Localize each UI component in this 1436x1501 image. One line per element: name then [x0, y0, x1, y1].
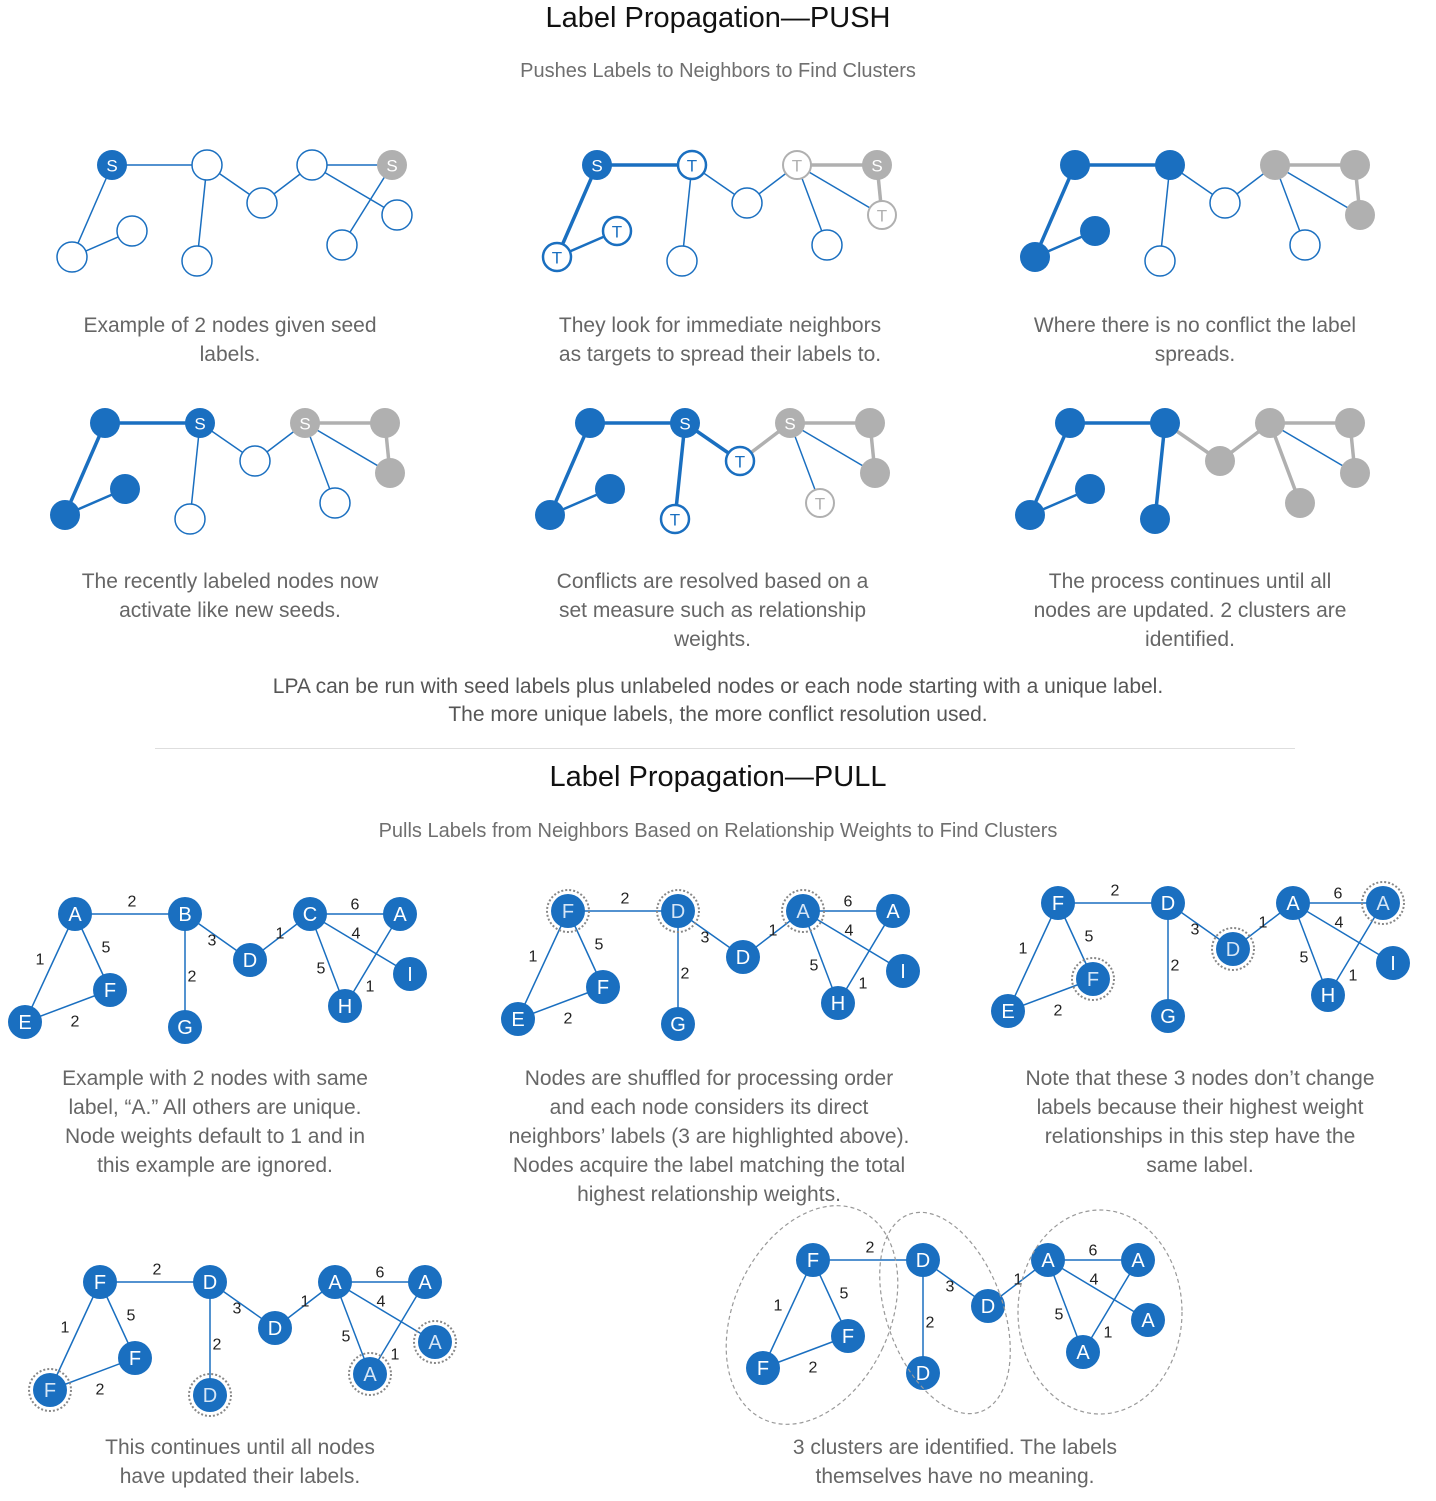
pull-weight-label: 5	[1299, 949, 1309, 967]
pull-node-label: D	[1225, 939, 1241, 961]
pull-weight-label: 2	[187, 968, 197, 986]
pull-node-label: D	[267, 1318, 283, 1340]
pull-weight-label: 2	[925, 1314, 935, 1332]
pull-node-label: H	[337, 996, 353, 1018]
pull-node-label: A	[796, 901, 810, 923]
pull-node-label: H	[830, 993, 846, 1015]
pull-weight-label: 6	[843, 893, 853, 911]
pull-caption-5: 3 clusters are identified. The labels themselves have no meaning.	[792, 1436, 1118, 1488]
pull-node-label: A	[1041, 1250, 1055, 1272]
push-node	[50, 500, 80, 530]
push-caption-5: Conflicts are resolved based on a set measure such as relationship weights.	[556, 570, 869, 651]
pull-weight-label: 1	[1013, 1271, 1023, 1289]
push-node	[860, 458, 890, 488]
push-node-label: S	[299, 414, 311, 434]
pull-weight-label: 2	[865, 1239, 875, 1257]
pull-node-label: F	[561, 901, 575, 923]
pull-weight-label: 6	[1088, 1242, 1098, 1260]
pull-weight-label: 5	[101, 939, 111, 957]
pull-title: Label Propagation—PULL	[549, 761, 887, 793]
push-node	[732, 188, 762, 218]
pull-weight-label: 1	[275, 925, 285, 943]
pull-weight-label: 4	[844, 922, 854, 940]
pull-weight-label: 2	[680, 965, 690, 983]
pull-weight-label: 3	[232, 1300, 242, 1318]
push-node	[1060, 150, 1090, 180]
pull-weight-label: 2	[127, 893, 137, 911]
push-node	[535, 500, 565, 530]
push-node	[370, 408, 400, 438]
pull-node-label: A	[1131, 1250, 1145, 1272]
push-node-label: S	[194, 414, 206, 434]
push-caption-6: The process continues until all nodes are updated. 2 clusters are identified.	[1033, 570, 1347, 651]
push-node	[1345, 200, 1375, 230]
pull-weight-label: 1	[1018, 940, 1028, 958]
push-node	[1145, 246, 1175, 276]
pull-node-label: E	[1001, 1001, 1015, 1023]
pull-weight-label: 4	[1334, 914, 1344, 932]
push-node	[1335, 408, 1365, 438]
push-node	[297, 150, 327, 180]
push-node	[90, 408, 120, 438]
pull-node-label: F	[103, 980, 117, 1002]
push-node	[57, 242, 87, 272]
push-node-label: S	[871, 156, 883, 176]
pull-node-label: D	[980, 1296, 996, 1318]
pull-node-label: F	[1051, 893, 1065, 915]
push-node-label: T	[551, 248, 563, 268]
pull-weight-label: 3	[945, 1278, 955, 1296]
push-caption-4: The recently labeled nodes now activate like new seeds.	[81, 570, 379, 622]
pull-node-label: A	[363, 1364, 377, 1386]
pull-weight-label: 1	[768, 922, 778, 940]
cluster-outline	[693, 1178, 932, 1452]
push-node-label: S	[784, 414, 796, 434]
pull-weight-label: 6	[1333, 885, 1343, 903]
push-node-label: T	[686, 156, 698, 176]
push-node	[1075, 474, 1105, 504]
pull-weight-label: 1	[1258, 914, 1268, 932]
pull-weight-label: 3	[207, 932, 217, 950]
pull-node-label: A	[1286, 893, 1300, 915]
push-node	[1140, 504, 1170, 534]
pull-weight-label: 1	[858, 975, 868, 993]
push-node-label: T	[734, 452, 746, 472]
pull-caption-1: Example with 2 nodes with same label, “A.” All others are unique. Node weights default to 1 and in this example are ignored.	[62, 1067, 368, 1177]
pull-node-label: F	[93, 1272, 107, 1294]
push-node	[1340, 458, 1370, 488]
pull-node-label: F	[806, 1250, 820, 1272]
pull-weight-label: 1	[390, 1346, 400, 1364]
pull-caption-2: Nodes are shuffled for processing order and each node considers its direct neighbors’ labels (3 are highlighted above). Nodes acquire the label matching the total highest relationship weights.	[508, 1067, 910, 1206]
push-node-label: T	[814, 494, 826, 514]
push-caption-3: Where there is no conflict the label spreads.	[1033, 314, 1357, 366]
push-node-label: S	[591, 156, 603, 176]
pull-weight-label: 2	[1110, 882, 1120, 900]
pull-weight-label: 5	[1054, 1306, 1064, 1324]
pull-node-label: A	[68, 904, 82, 926]
push-node	[1260, 150, 1290, 180]
push-node	[575, 408, 605, 438]
pull-node-label: F	[841, 1326, 855, 1348]
pull-node-label: F	[43, 1380, 57, 1402]
push-node-label: S	[386, 156, 398, 176]
push-note-line-1: LPA can be run with seed labels plus unlabeled nodes or each node starting with a unique label.	[272, 675, 1164, 698]
push-node	[1150, 408, 1180, 438]
pull-node-label: E	[18, 1012, 32, 1034]
push-node	[1205, 446, 1235, 476]
push-node	[320, 488, 350, 518]
push-node	[1285, 488, 1315, 518]
push-caption-2: They look for immediate neighbors as targets to spread their labels to.	[558, 314, 882, 366]
pull-weight-label: 4	[1089, 1271, 1099, 1289]
cluster-outline	[855, 1194, 1036, 1431]
pull-node-label: D	[670, 901, 686, 923]
pull-weight-label: 5	[1084, 928, 1094, 946]
pull-node-label: A	[886, 901, 900, 923]
push-node	[240, 446, 270, 476]
push-node-label: S	[679, 414, 691, 434]
pull-weight-label: 1	[60, 1319, 70, 1337]
pull-weight-label: 3	[700, 929, 710, 947]
push-node	[182, 246, 212, 276]
pull-node-label: D	[915, 1363, 931, 1385]
pull-node-label: G	[1160, 1006, 1176, 1028]
push-node	[595, 474, 625, 504]
push-title: Label Propagation—PUSH	[545, 2, 891, 34]
pull-weight-label: 2	[70, 1013, 80, 1031]
pull-weight-label: 4	[351, 925, 361, 943]
push-node	[375, 458, 405, 488]
pull-node-label: B	[178, 904, 192, 926]
pull-node-label: I	[407, 964, 413, 986]
pull-node-label: F	[1086, 969, 1100, 991]
push-node	[1055, 408, 1085, 438]
push-node	[1155, 150, 1185, 180]
pull-weight-label: 2	[1053, 1002, 1063, 1020]
pull-node-label: I	[1390, 953, 1396, 975]
push-node	[327, 230, 357, 260]
pull-node-label: E	[511, 1009, 525, 1031]
pull-node-label: F	[128, 1348, 142, 1370]
push-node	[1210, 188, 1240, 218]
push-node	[192, 150, 222, 180]
pull-weight-label: 6	[375, 1264, 385, 1282]
pull-node-label: A	[418, 1272, 432, 1294]
pull-node-label: A	[393, 904, 407, 926]
pull-node-label: F	[596, 977, 610, 999]
push-node	[1015, 500, 1045, 530]
pull-weight-label: 5	[594, 936, 604, 954]
push-node	[175, 504, 205, 534]
push-node	[382, 200, 412, 230]
pull-node-label: A	[1141, 1310, 1155, 1332]
pull-weight-label: 1	[365, 978, 375, 996]
pull-weight-label: 5	[126, 1307, 136, 1325]
pull-weight-label: 1	[1348, 967, 1358, 985]
pull-weight-label: 6	[350, 896, 360, 914]
pull-weight-label: 5	[316, 960, 326, 978]
pull-weight-label: 2	[620, 890, 630, 908]
pull-node-label: I	[900, 961, 906, 983]
pull-node-label: A	[328, 1272, 342, 1294]
push-subtitle: Pushes Labels to Neighbors to Find Clusters	[520, 60, 916, 82]
pull-node-label: D	[202, 1272, 218, 1294]
pull-weight-label: 2	[1170, 957, 1180, 975]
pull-weight-label: 1	[528, 948, 538, 966]
push-node	[855, 408, 885, 438]
push-caption-1: Example of 2 nodes given seed labels.	[83, 314, 377, 366]
push-node	[1340, 150, 1370, 180]
pull-weight-label: 2	[152, 1261, 162, 1279]
pull-node-label: F	[756, 1358, 770, 1380]
pull-node-label: D	[242, 950, 258, 972]
pull-node-label: A	[1376, 893, 1390, 915]
pull-weight-label: 1	[35, 951, 45, 969]
push-note-line-2: The more unique labels, the more conflict resolution used.	[448, 703, 988, 726]
push-node	[1255, 408, 1285, 438]
push-node-label: T	[791, 156, 803, 176]
pull-weight-label: 2	[808, 1359, 818, 1377]
push-node-label: S	[106, 156, 118, 176]
push-node	[1290, 230, 1320, 260]
pull-weight-label: 5	[809, 957, 819, 975]
pull-weight-label: 3	[1190, 921, 1200, 939]
pull-weight-label: 4	[376, 1293, 386, 1311]
pull-node-label: D	[735, 947, 751, 969]
push-node-label: T	[876, 206, 888, 226]
pull-node-label: G	[177, 1017, 193, 1039]
pull-node-label: G	[670, 1014, 686, 1036]
pull-weight-label: 2	[95, 1381, 105, 1399]
pull-node-label: A	[428, 1332, 442, 1354]
pull-node-label: D	[1160, 893, 1176, 915]
push-node	[1080, 216, 1110, 246]
push-node-label: T	[611, 222, 623, 242]
pull-caption-4: This continues until all nodes have updated their labels.	[105, 1436, 375, 1488]
pull-node-label: H	[1320, 985, 1336, 1007]
pull-weight-label: 2	[563, 1010, 573, 1028]
pull-weight-label: 5	[341, 1328, 351, 1346]
pull-caption-3: Note that these 3 nodes don’t change labels because their highest weight relationships in this step have the same label.	[1025, 1067, 1375, 1177]
pull-node-label: D	[915, 1250, 931, 1272]
pull-weight-label: 5	[839, 1285, 849, 1303]
pull-weight-label: 1	[300, 1293, 310, 1311]
push-node	[247, 188, 277, 218]
push-node-label: T	[669, 510, 681, 530]
pull-node-label: D	[202, 1385, 218, 1407]
pull-node-label: A	[1076, 1342, 1090, 1364]
pull-weight-label: 1	[1103, 1324, 1113, 1342]
push-node	[1020, 242, 1050, 272]
pull-node-label: C	[302, 904, 318, 926]
push-node	[117, 216, 147, 246]
push-node	[110, 474, 140, 504]
pull-weight-label: 1	[773, 1297, 783, 1315]
push-node	[667, 246, 697, 276]
pull-weight-label: 2	[212, 1336, 222, 1354]
push-node	[812, 230, 842, 260]
pull-subtitle: Pulls Labels from Neighbors Based on Relationship Weights to Find Clusters	[378, 820, 1058, 842]
